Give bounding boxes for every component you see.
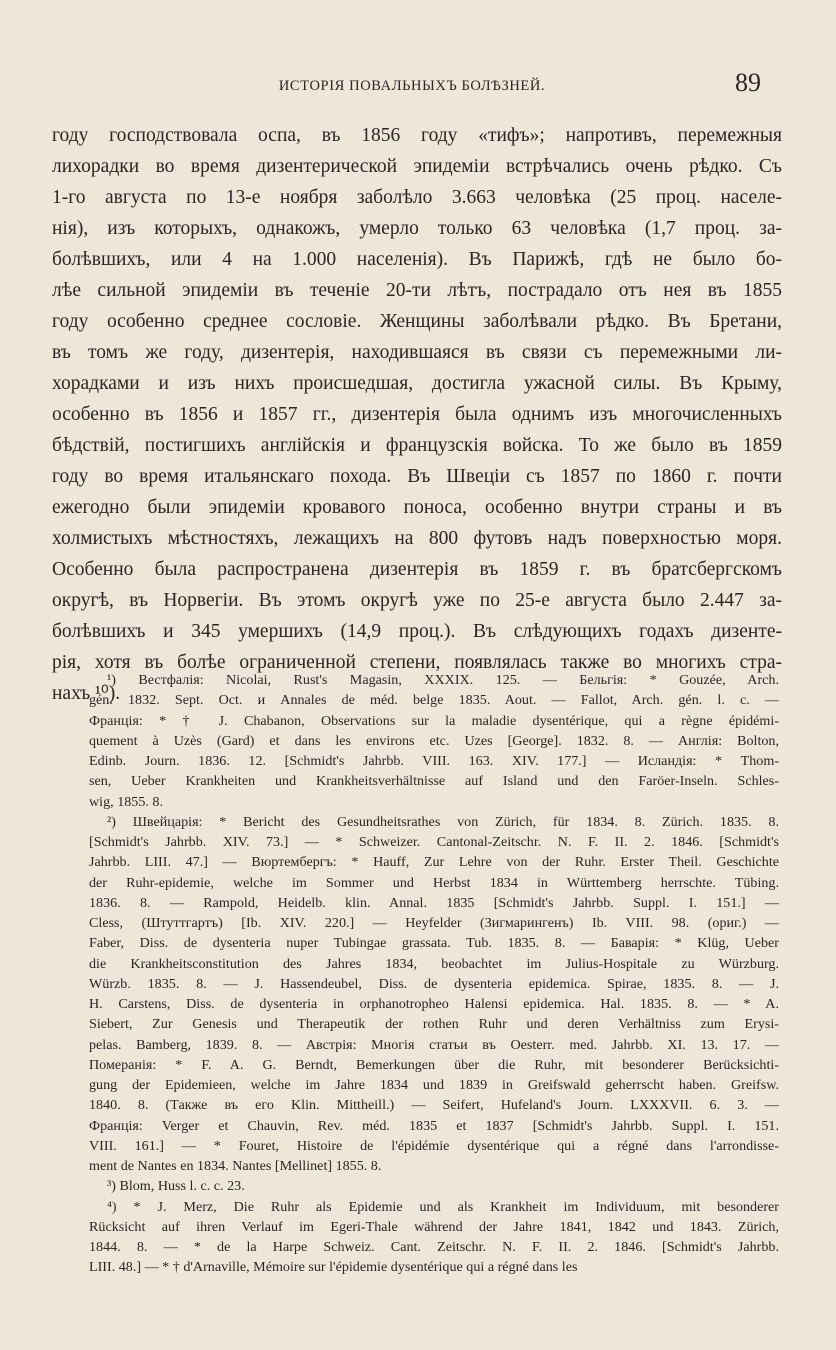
- main-text: [52, 120, 782, 709]
- footnote-line: Померанія: * F. A. G. Berndt, Bemerkungen über die Ruhr, mit besonderer Berücksichti-: [89, 1056, 779, 1073]
- footnote-2: [89, 812, 779, 1177]
- text-line: лихорадки во время дизентерической эпидеміи встрѣчались очень рѣдко. Съ: [52, 156, 782, 177]
- running-title: ИСТОРІЯ ПОВАЛЬНЫХЪ БОЛѢЗНЕЙ.: [278, 78, 546, 94]
- text-line: нія), изъ которыхъ, однакожъ, умерло только 63 человѣка (1,7 проц. за-: [52, 218, 782, 239]
- footnote-line: LIII. 48.] — * † d'Arnaville, Mémoire sur l'épidemie dysentérique qui a régné dans les: [89, 1259, 578, 1276]
- footnote-line: der Ruhr-epidemie, welche im Sommer und Herbst 1834 in Württemberg herrschte. Tübing.: [89, 874, 779, 891]
- text-line: году господствовала оспа, въ 1856 году «тифъ»; напротивъ, перемежныя: [52, 125, 782, 146]
- text-line: болѣвшихъ и 345 умершихъ (14,9 проц.). Въ слѣдующихъ годахъ дизенте-: [52, 621, 782, 642]
- text-line: въ томъ же году, дизентерія, находившаяся въ связи съ перемежными ли-: [52, 342, 782, 363]
- footnote-line: ³) Blom, Huss l. c. c. 23.: [107, 1178, 245, 1195]
- text-line: году во время итальянскаго похода. Въ Швеціи съ 1857 по 1860 г. почти: [52, 466, 782, 487]
- footnote-line: ¹) Вестфалія: Nicolai, Rust's Magasin, XXXIX. 125. — Бельгія: * Gouzée, Arch.: [107, 672, 779, 688]
- page-number: 89: [735, 68, 761, 97]
- text-line: болѣвшихъ, или 4 на 1.000 населенія). Въ Парижѣ, гдѣ не было бо-: [52, 249, 782, 270]
- text-line: году особенно среднее сословіе. Женщины заболѣвали рѣдко. Въ Бретани,: [52, 311, 782, 332]
- text-line: ежегодно были эпидеміи кровавого поноса, особенно внутри страны и въ: [52, 497, 782, 518]
- footnote-3: [89, 1176, 779, 1196]
- footnote-line: gung der Epidemieen, welche im Jahre 1834 und 1839 in Greifswald geherrscht haben. Greifsw.: [89, 1077, 779, 1093]
- text-line: бѣдствій, постигшихъ англійскія и французскія войска. То же было въ 1859: [52, 435, 782, 456]
- footnote-line: VIII. 161.] — * Fouret, Histoire de l'épidémie dysentérique qui a régné dans l'arrondisse-: [89, 1137, 779, 1154]
- text-line: холмистыхъ мѣстностяхъ, лежащихъ на 800 футовъ надъ поверхностью моря.: [52, 528, 782, 549]
- text-line: особенно въ 1856 и 1857 гг., дизентерія была однимъ изъ многочисленныхъ: [52, 404, 782, 425]
- footnote-line: wig, 1855. 8.: [89, 793, 163, 810]
- footnote-line: H. Carstens, Diss. de dysenteria in orphanotropheo Halensi epidemica. Hal. 1835. 8. — * A.: [89, 996, 779, 1012]
- text-line: рія, хотя въ болѣе ограниченной степени, появлялась также во многихъ стра-: [52, 652, 782, 673]
- text-line: Особенно была распространена дизентерія въ 1859 г. въ братсбергскомъ: [52, 559, 782, 580]
- text-line: округѣ, въ Норвегіи. Въ этомъ округѣ уже по 25-е августа было 2.447 за-: [52, 590, 782, 611]
- footnote-line: gén. 1832. Sept. Oct. и Annales de méd. belge 1835. Aout. — Fallot, Arch. gén. l. c. —: [89, 692, 779, 709]
- footnote-line: Siebert, Zur Genesis und Therapeutik der rothen Ruhr und deren Verhältniss zum Erysi-: [89, 1016, 779, 1033]
- footnote-line: ²) Швейцарія: * Bericht des Gesundheitsrathes von Zürich, für 1834. 8. Zürich. 1835. 8.: [107, 813, 779, 830]
- footnote-4: [89, 1197, 779, 1278]
- footnote-line: Cless, (Штуттгартъ) [Ib. XIV. 220.] — Heyfelder (Зигмарингенъ) Ib. VIII. 98. (ориг.) —: [89, 915, 779, 931]
- footnote-line: sen, Ueber Krankheiten und Krankheitsverhältnisse auf Island und den Faröer-Inseln. Schles-: [89, 773, 779, 790]
- footnote-line: 1844. 8. — * de la Harpe Schweiz. Cant. Zeitschr. N. F. II. 2. 1846. [Schmidt's Jahrbb.: [89, 1239, 779, 1255]
- footnote-line: Rücksicht auf ihren Verlauf im Egeri-Thale während der Jahre 1841, 1842 und 1843. Zürich,: [89, 1218, 779, 1235]
- text-line: 1-го августа по 13-е ноября заболѣло 3.663 человѣка (25 проц. населе-: [52, 187, 782, 208]
- text-line: нахъ ¹⁰).: [52, 683, 121, 704]
- footnote-line: die Krankheitsconstitution des Jahres 1834, beobachtet im Julius-Hospitale zu Würzburg.: [89, 955, 779, 972]
- footnotes: [89, 670, 779, 1278]
- footnote-line: ment de Nantes en 1834. Nantes [Mellinet] 1855. 8.: [89, 1158, 382, 1174]
- footnote-line: Edinb. Journ. 1836. 12. [Schmidt's Jahrbb. VIII. 163. XIV. 177.] — Исландія: * Thom-: [89, 753, 779, 769]
- page-header: [0, 68, 836, 108]
- footnote-line: Франція: * † J. Chabanon, Observations sur la maladie dysentérique, qui a règne épidémi-: [89, 712, 779, 729]
- footnote-line: [Schmidt's Jahrbb. XIV. 73.] — * Schweizer. Cantonal-Zeitschr. N. F. II. 2. 1846. [Schmidt's: [89, 834, 779, 850]
- footnote-1: [89, 670, 779, 812]
- footnote-line: pelas. Bamberg, 1839. 8. — Австрія: Многія статьи въ Oesterr. med. Jahrbb. XI. 13. 17. —: [89, 1036, 779, 1053]
- footnote-line: Франція: Verger et Chauvin, Rev. méd. 1835 et 1837 [Schmidt's Jahrbb. Suppl. I. 151.: [89, 1117, 779, 1134]
- footnote-line: Jahrbb. LIII. 47.] — Вюртембергъ: * Hauff, Zur Lehre von der Ruhr. Erster Theil. Geschichte: [89, 854, 779, 871]
- footnote-line: Faber, Diss. de dysenteria nuper Tubingae grassata. Tub. 1835. 8. — Баварія: * Klüg, Ueber: [89, 935, 779, 952]
- footnote-line: 1836. 8. — Rampold, Heidelb. klin. Annal. 1835 [Schmidt's Jahrbb. Suppl. I. 151.] —: [89, 894, 779, 911]
- text-line: хорадками и изъ нихъ происшедшая, достигла ужасной силы. Въ Крыму,: [52, 373, 782, 394]
- footnote-line: quement à Uzès (Gard) et dans les environs etc. Uzes [George]. 1832. 8. — Англія: Bolton,: [89, 732, 779, 749]
- footnote-line: 1840. 8. (Также въ его Klin. Mittheill.) — Seifert, Hufeland's Journ. LXXXVII. 6. 3. —: [89, 1097, 779, 1114]
- text-line: лѣе сильной эпидеміи въ теченіе 20-ти лѣтъ, пострадало отъ нея въ 1855: [52, 280, 782, 301]
- footnote-line: Würzb. 1835. 8. — J. Hassendeubel, Diss. de dysenteria epidemica. Spirae, 1835. 8. — J.: [89, 975, 779, 992]
- footnote-line: ⁴) * J. Merz, Die Ruhr als Epidemie und als Krankheit im Individuum, mit besonderer: [107, 1198, 779, 1215]
